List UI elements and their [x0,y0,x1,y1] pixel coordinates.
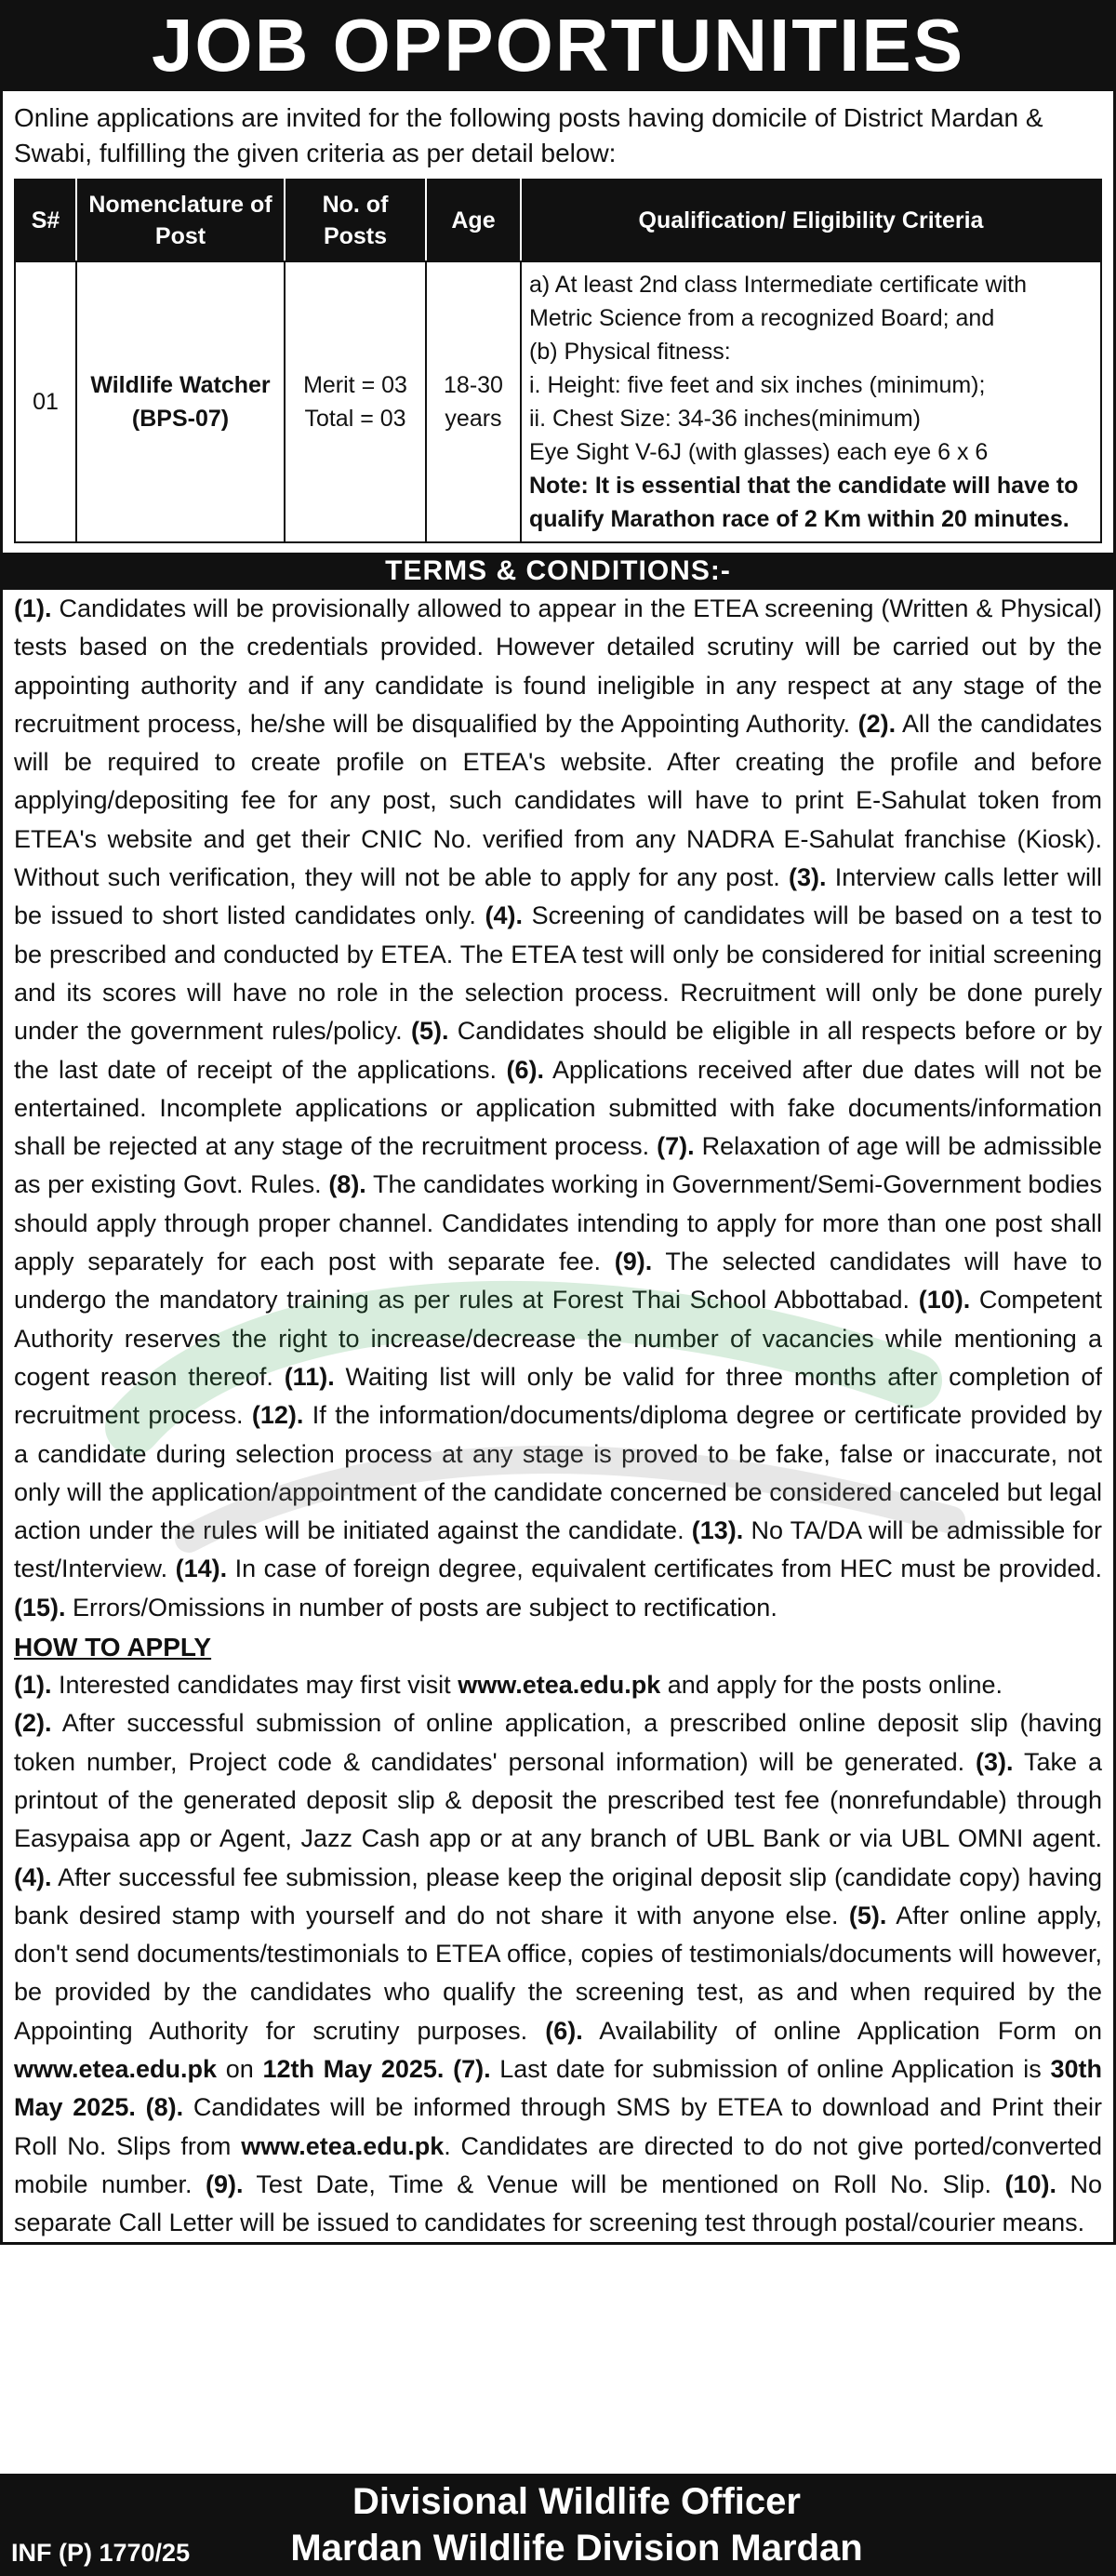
table-row [15,261,1101,542]
how-to-apply-heading: HOW TO APPLY [14,1633,212,1662]
howto-text: on [217,2054,263,2083]
term-number: (7). [657,1132,695,1161]
howto-num: (4). [14,1862,52,1891]
term-number: (5). [410,1017,449,1046]
posts-merit: Merit = 03 [303,372,407,398]
col-header-criteria: Qualification/ Eligibility Criteria [521,180,1101,261]
col-header-sno: S# [15,180,76,261]
term-text: Screening of candidates will be based on a test to be prescribed and conducted by ETEA. The ETEA test will only be considered for initial screening and its scores will have no role in the selection process. Recruitment will only be done purely under the government rules/policy. [14,901,1102,1046]
howto-num: (2). [14,1709,52,1738]
howto-text: Take a printout of the generated deposit slip & deposit the prescribed test fee (nonrefundable) through Easypaisa app or Agent, Jazz Cash app or at any branch of UBL Bank or via UBL OMNI agent. [14,1747,1102,1853]
col-header-posts: No. of Posts [285,180,426,261]
howto-text: After successful submission of online application, a prescribed online deposit slip (having token number, Project code & candidates' personal information) will be generated. [14,1709,1102,1776]
term-text: Candidates should be eligible in all respects before or by the last date of receipt of the applications. [14,1017,1102,1084]
term-number: (4). [485,901,524,930]
term-text: Waiting list will only be valid for three months after completion of recruitment process. [14,1362,1103,1430]
cell-age [426,261,521,542]
howto-num: (1). [14,1671,52,1700]
footer-bar [0,2474,1116,2576]
term-text: Errors/Omissions in number of posts are subject to rectification. [65,1593,777,1622]
howto-text: Test Date, Time & Venue will be mentioned on Roll No. Slip. [243,2169,1005,2198]
term-number: (9). [614,1248,653,1276]
term-text: Competent Authority reserves the right to increase/decrease the number of vacancies while mentioning a cogent reason thereof. [14,1286,1102,1391]
criteria-line: (b) Physical fitness: [529,339,731,365]
ad-frame [0,91,1116,2245]
term-number: (10). [918,1286,971,1315]
term-text: The selected candidates will have to undergo the mandatory training as per rules at Forest Thai School Abbottabad. [14,1248,1102,1315]
term-text: Applications received after due dates will not be entertained. Incomplete applications or application submitted with fake documents/information shall be rejected at any stage of the recruitment process. [14,1055,1102,1161]
criteria-line: i. Height: five feet and six inches (minimum); [529,372,986,398]
inf-code: INF (P) 1770/25 [11,2539,191,2567]
term-number: (3). [788,863,827,892]
criteria-line: ii. Chest Size: 34-36 inches(minimum) [529,406,921,432]
criteria-line: a) At least 2nd class Intermediate certificate with Metric Science from a recognized Board; and [529,272,1027,331]
post-grade: (BPS-07) [131,406,230,432]
cell-post [76,261,285,542]
posts-total: Total = 03 [304,406,406,432]
term-text: If the information/documents/diploma degree or certificate provided by a candidate during selection process at any stage is proved to be fake, false or inaccurate, not only will the application/appointment of the candidate concerned be considered canceled but legal action under the rules will be initiated against the candidate. [14,1401,1102,1545]
terms-body [3,590,1113,1627]
etea-link[interactable]: www.etea.edu.pk [14,2054,218,2083]
howto-num: (9). [205,2169,244,2198]
howto-text: Availability of online Application Form on [582,2016,1102,2045]
criteria-line: Eye Sight V-6J (with glasses) each eye 6 x 6 [529,439,989,465]
term-text: No TA/DA will be admissible for test/Interview. [14,1516,1102,1583]
howto-num: (10). [1004,2169,1057,2198]
signatory-title: Divisional Wildlife Officer [352,2481,801,2522]
age-unit: years [445,406,502,432]
term-number: (1). [14,594,52,622]
howto-text: No separate Call Letter will be issued to candidates for screening test through postal/courier means. [14,2169,1102,2237]
table-header-row [15,180,1101,261]
terms-list [14,594,1102,1622]
signatory-office: Mardan Wildlife Division Mardan [290,2528,863,2569]
howto-num: (6). [545,2016,583,2045]
howto-text: Last date for submission of online Application is [490,2054,1051,2083]
last-date: 30th May 2025. [14,2054,1102,2122]
term-number: (13). [691,1516,744,1545]
term-number: (6). [506,1055,544,1084]
term-text: In case of foreign degree, equivalent certificates from HEC must be provided. [227,1555,1103,1583]
howto-text: Candidates will be informed through SMS by ETEA to download and Print their Roll No. Slips from [14,2093,1102,2160]
intro-text: Online applications are invited for the following posts having domicile of District Mardan & Swabi, fulfilling the given criteria as per detail below: [14,103,1043,167]
age-range: 18-30 [444,372,503,398]
page-title: JOB OPPORTUNITIES [0,0,1116,91]
cell-criteria [521,261,1101,542]
term-text: Relaxation of age will be admissible as per existing Govt. Rules. [14,1132,1102,1199]
cell-posts [285,261,426,542]
howto-text: Interested candidates may first visit [51,1671,458,1700]
post-name: Wildlife Watcher [90,372,271,398]
howto-num: (3). [976,1747,1014,1776]
term-text: Interview calls letter will be issued to short listed candidates only. [14,863,1103,930]
howto-text: and apply for the posts online. [660,1671,1003,1700]
term-number: (2). [857,709,897,738]
term-number: (15). [14,1593,66,1622]
howto-text: After online apply, don't send documents/testimonials to ETEA office, copies of testimonials/documents will however, be provided by the candidates who qualify the screening test, as and when required by the Appointing Authority for scrutiny purposes. [14,1901,1103,2045]
col-header-post: Nomenclature of Post [76,180,285,261]
terms-heading: TERMS & CONDITIONS:- [3,553,1113,590]
col-header-age: Age [426,180,521,261]
howto-num: (8). [135,2093,184,2122]
cell-sno: 01 [15,261,76,542]
term-number: (11). [284,1362,335,1391]
term-text: Candidates will be provisionally allowed to appear in the ETEA screening (Written & Physical) tests based on the credentials provided. However detailed scrutiny will be carried out by the appointing authority and if any candidate is found ineligible in any respect at any stage of the recruitment process, he/she will be disqualified by the Appointing Authority. [14,594,1102,738]
howto-num: (5). [848,1901,887,1929]
etea-link[interactable]: www.etea.edu.pk [458,1671,661,1700]
how-to-apply-body [3,1666,1113,2242]
term-number: (14). [175,1555,228,1583]
howto-text: After successful fee submission, please keep the original deposit slip (candidate copy) having bank desired stamp with yourself and do not share it with anyone else. [14,1862,1102,1929]
availability-date: 12th May 2025. [262,2054,445,2083]
howto-text: . Candidates are directed to do not give ported/converted mobile number. [14,2131,1102,2198]
term-number: (8). [328,1170,366,1199]
term-text: All the candidates will be required to create profile on ETEA's website. After creating the profile and before applying/depositing fee for any post, such candidates will have to print E-Sahulat token from ETEA's website and get their CNIC No. verified from any NADRA E-Sahulat franchise (Kiosk). Without such verification, they will not be able to apply for any post. [14,709,1102,892]
criteria-note: Note: It is essential that the candidate will have to qualify Marathon race of 2 Km within 20 minutes. [529,473,1079,532]
posts-table [14,179,1102,543]
term-number: (12). [251,1401,304,1430]
howto-num: (7). [444,2054,491,2083]
term-text: The candidates working in Government/Semi-Government bodies should apply through proper channel. Candidates intending to apply for more than one post shall apply separately for each post with separate fee. [14,1170,1102,1276]
etea-link[interactable]: www.etea.edu.pk [241,2131,445,2160]
